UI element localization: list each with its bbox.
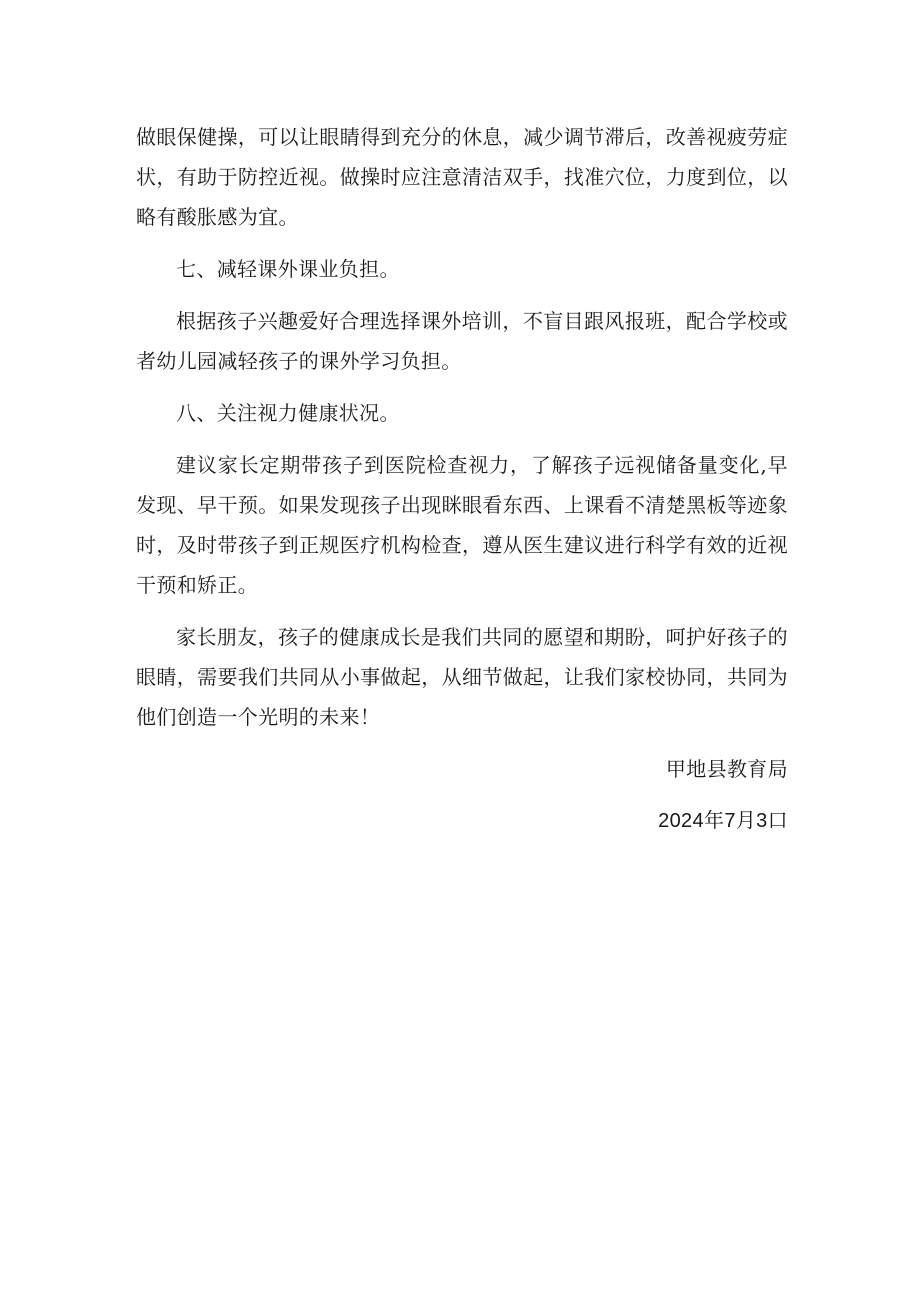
section-heading-8: 八、关注视力健康状况。 bbox=[176, 401, 400, 425]
section-heading-7: 七、减轻课外课业负担。 bbox=[176, 257, 400, 281]
paragraph-vision-check: 建议家长定期带孩子到医院检查视力，了解孩子远视储备量变化,早发现、早干预。如果发现孩子出现眯眼看东西、上课看不清楚黑板等迹象时，及时带孩子到正规医疗机构检查，遵从医生建议进行科学有效的近视干预和矫正。 bbox=[136, 453, 788, 597]
signature-issuer: 甲地县教育局 bbox=[665, 757, 788, 781]
document-body bbox=[136, 117, 788, 841]
signature-date: 2024年7月3口 bbox=[658, 810, 788, 832]
paragraph-closing: 家长朋友，孩子的健康成长是我们共同的愿望和期盼，呵护好孩子的眼睛，需要我们共同从小事做起，从细节做起，让我们家校协同，共同为他们创造一个光明的未来！ bbox=[136, 625, 788, 729]
paragraph-reduce-burden: 根据孩子兴趣爱好合理选择课外培训，不盲目跟风报班，配合学校或者幼儿园减轻孩子的课外学习负担。 bbox=[136, 309, 788, 373]
paragraph-eye-exercises: 做眼保健操，可以让眼睛得到充分的休息，减少调节滞后，改善视疲劳症状，有助于防控近视。做操时应注意清洁双手，找准穴位，力度到位，以略有酸胀感为宜。 bbox=[136, 125, 788, 229]
